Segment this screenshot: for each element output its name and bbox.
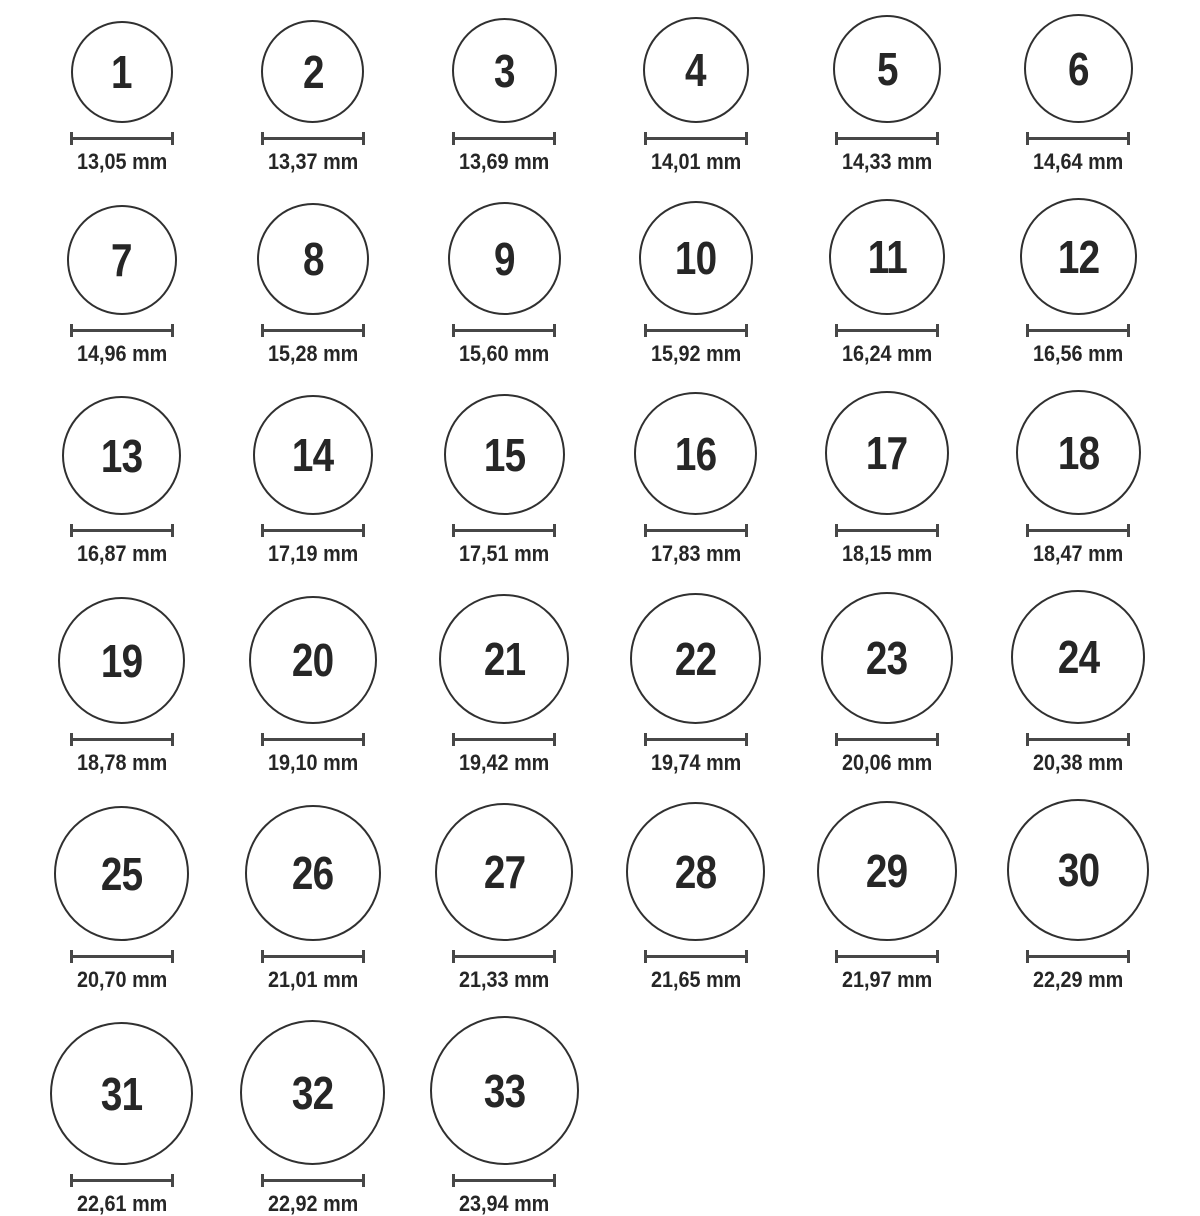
diameter-measure-line: [1026, 524, 1130, 537]
diameter-label: 22,29 mm: [1033, 967, 1124, 992]
ring-circle: [444, 394, 565, 515]
ring-size-item: [70, 21, 174, 174]
diameter-measure-line: [70, 1174, 174, 1187]
diameter-measure-line: [452, 950, 556, 963]
diameter-measure-line: [70, 324, 174, 337]
ring-circle: [435, 803, 573, 941]
ring-size-item: [1020, 198, 1137, 366]
ring-circle: [62, 396, 181, 515]
ring-size-item: [829, 199, 945, 366]
ring-size-item: [54, 806, 189, 992]
diameter-measure-line: [261, 733, 365, 746]
ring-size-item: [1007, 799, 1149, 992]
diameter-label: 18,15 mm: [841, 541, 933, 566]
diameter-measure-line: [835, 324, 939, 337]
diameter-measure-line: [261, 524, 365, 537]
ring-circle: [452, 18, 557, 123]
ring-size-item: [240, 1020, 385, 1216]
ring-size-item: [630, 593, 761, 775]
ring-size-number: 28: [674, 845, 717, 898]
ring-size-item: [50, 1022, 193, 1216]
ring-size-item: [245, 805, 381, 992]
diameter-measure-line: [1026, 132, 1130, 145]
diameter-label: 19,10 mm: [267, 750, 359, 775]
diameter-label: 16,87 mm: [76, 541, 167, 566]
measure-bar: [1029, 529, 1127, 532]
diameter-measure-line: [1026, 733, 1130, 746]
measure-bar: [647, 529, 745, 532]
measure-bar: [73, 137, 171, 140]
ring-size-number: 16: [674, 427, 717, 480]
ring-size-number: 29: [866, 845, 908, 897]
ring-size-number: 30: [1057, 844, 1099, 896]
diameter-measure-line: [70, 950, 174, 963]
diameter-label: 14,64 mm: [1033, 149, 1124, 174]
ring-circle: [439, 594, 569, 724]
diameter-label: 16,56 mm: [1033, 341, 1124, 366]
ring-circle: [1007, 799, 1149, 941]
ring-size-item: [249, 596, 377, 775]
ring-size-item: [448, 202, 561, 366]
ring-size-item: [430, 1016, 579, 1216]
diameter-measure-line: [70, 733, 174, 746]
measure-bar: [264, 137, 362, 140]
measure-bar: [1029, 955, 1127, 958]
measure-bar: [838, 137, 936, 140]
ring-circle: [54, 806, 189, 941]
ring-size-number: 13: [100, 429, 143, 482]
diameter-label: 19,42 mm: [459, 750, 550, 775]
ring-circle: [58, 597, 185, 724]
ring-size-number: 1: [111, 46, 132, 98]
ring-size-item: [825, 391, 949, 566]
measure-bar: [264, 529, 362, 532]
measure-bar: [647, 955, 745, 958]
ring-circle: [1020, 198, 1137, 315]
ring-size-item: [444, 394, 565, 566]
diameter-label: 15,60 mm: [459, 341, 550, 366]
ring-circle: [639, 201, 753, 315]
diameter-measure-line: [835, 733, 939, 746]
diameter-measure-line: [644, 733, 748, 746]
ring-size-item: [435, 803, 573, 992]
measure-bar: [73, 955, 171, 958]
ring-size-item: [1016, 390, 1141, 566]
diameter-label: 22,92 mm: [267, 1191, 359, 1216]
diameter-label: 20,70 mm: [76, 967, 167, 992]
diameter-label: 21,01 mm: [267, 967, 359, 992]
measure-bar: [264, 955, 362, 958]
ring-size-item: [1024, 14, 1133, 174]
ring-size-number: 8: [302, 233, 324, 285]
ring-circle: [643, 17, 749, 123]
ring-size-number: 5: [876, 43, 898, 95]
diameter-label: 14,33 mm: [841, 149, 933, 174]
diameter-label: 21,65 mm: [650, 967, 741, 992]
ring-size-number: 20: [292, 634, 334, 686]
ring-size-item: [253, 395, 373, 566]
ring-size-number: 22: [674, 632, 717, 685]
measure-bar: [264, 738, 362, 741]
ring-circle: [430, 1016, 579, 1165]
ring-circle: [821, 592, 953, 724]
ring-size-number: 10: [674, 232, 717, 284]
ring-size-number: 9: [493, 232, 515, 285]
ring-size-item: [58, 597, 185, 775]
diameter-label: 17,19 mm: [267, 541, 359, 566]
diameter-label: 21,33 mm: [459, 967, 550, 992]
ring-size-number: 26: [292, 847, 334, 899]
ring-size-number: 15: [483, 428, 525, 481]
ring-circle: [245, 805, 381, 941]
diameter-label: 20,06 mm: [841, 750, 933, 775]
ring-circle: [240, 1020, 385, 1165]
ring-circle: [257, 203, 369, 315]
ring-circle: [253, 395, 373, 515]
ring-size-number: 19: [100, 634, 143, 687]
measure-bar: [838, 955, 936, 958]
measure-bar: [73, 738, 171, 741]
ring-circle: [626, 802, 765, 941]
measure-bar: [838, 529, 936, 532]
diameter-measure-line: [835, 524, 939, 537]
ring-size-number: 25: [100, 847, 143, 900]
ring-size-item: [833, 15, 941, 174]
diameter-label: 22,61 mm: [76, 1191, 167, 1216]
diameter-measure-line: [261, 324, 365, 337]
ring-size-number: 4: [685, 44, 706, 96]
measure-bar: [455, 529, 553, 532]
measure-bar: [1029, 137, 1127, 140]
ring-size-item: [821, 592, 953, 775]
ring-size-number: 6: [1067, 42, 1089, 95]
diameter-measure-line: [452, 132, 556, 145]
ring-circle: [825, 391, 949, 515]
diameter-label: 20,38 mm: [1033, 750, 1124, 775]
ring-size-number: 18: [1057, 426, 1099, 479]
measure-bar: [455, 1179, 553, 1182]
diameter-label: 21,97 mm: [841, 967, 933, 992]
measure-bar: [455, 137, 553, 140]
measure-bar: [647, 137, 745, 140]
diameter-measure-line: [452, 733, 556, 746]
diameter-measure-line: [835, 132, 939, 145]
ring-size-item: [261, 20, 365, 174]
diameter-label: 23,94 mm: [459, 1191, 550, 1216]
measure-bar: [838, 738, 936, 741]
ring-size-item: [439, 594, 569, 775]
ring-size-number: 21: [483, 633, 525, 685]
diameter-measure-line: [644, 524, 748, 537]
ring-circle: [634, 392, 757, 515]
ring-circle: [1011, 590, 1145, 724]
diameter-label: 13,69 mm: [459, 149, 550, 174]
diameter-measure-line: [70, 524, 174, 537]
diameter-measure-line: [261, 950, 365, 963]
diameter-label: 17,83 mm: [650, 541, 741, 566]
diameter-label: 13,05 mm: [76, 149, 167, 174]
diameter-measure-line: [261, 1174, 365, 1187]
ring-circle: [71, 21, 173, 123]
measure-bar: [455, 738, 553, 741]
ring-size-number: 2: [302, 45, 324, 98]
ring-circle: [249, 596, 377, 724]
measure-bar: [455, 329, 553, 332]
ring-size-number: 14: [292, 429, 334, 481]
diameter-measure-line: [644, 132, 748, 145]
measure-bar: [647, 738, 745, 741]
ring-size-item: [257, 203, 369, 366]
ring-circle: [630, 593, 761, 724]
ring-size-item: [643, 17, 749, 174]
ring-size-number: 17: [866, 427, 908, 479]
ring-circle: [50, 1022, 193, 1165]
ring-size-number: 31: [100, 1067, 143, 1120]
diameter-measure-line: [452, 1174, 556, 1187]
diameter-measure-line: [644, 324, 748, 337]
ring-size-number: 11: [867, 231, 907, 283]
ring-size-number: 12: [1057, 230, 1099, 283]
diameter-measure-line: [835, 950, 939, 963]
ring-size-item: [62, 396, 181, 566]
diameter-measure-line: [452, 324, 556, 337]
diameter-label: 18,78 mm: [76, 750, 167, 775]
ring-size-number: 23: [866, 632, 908, 684]
ring-circle: [833, 15, 941, 123]
ring-size-number: 32: [292, 1066, 334, 1119]
diameter-label: 16,24 mm: [841, 341, 933, 366]
ring-size-number: 3: [493, 44, 515, 97]
ring-size-item: [634, 392, 757, 566]
diameter-measure-line: [1026, 324, 1130, 337]
measure-bar: [1029, 329, 1127, 332]
ring-circle: [67, 205, 177, 315]
diameter-measure-line: [1026, 950, 1130, 963]
ring-size-number: 33: [483, 1064, 525, 1117]
ring-size-item: [817, 801, 957, 992]
ring-size-number: 27: [483, 846, 525, 898]
measure-bar: [73, 529, 171, 532]
measure-bar: [73, 329, 171, 332]
diameter-label: 18,47 mm: [1033, 541, 1124, 566]
diameter-label: 14,01 mm: [650, 149, 741, 174]
diameter-label: 15,28 mm: [267, 341, 359, 366]
ring-size-item: [452, 18, 557, 174]
measure-bar: [1029, 738, 1127, 741]
ring-circle: [817, 801, 957, 941]
diameter-label: 13,37 mm: [267, 149, 359, 174]
diameter-label: 15,92 mm: [650, 341, 741, 366]
diameter-label: 17,51 mm: [459, 541, 550, 566]
diameter-label: 19,74 mm: [650, 750, 741, 775]
diameter-measure-line: [452, 524, 556, 537]
diameter-measure-line: [70, 132, 174, 145]
measure-bar: [73, 1179, 171, 1182]
diameter-label: 14,96 mm: [76, 341, 167, 366]
ring-size-item: [1011, 590, 1145, 775]
measure-bar: [455, 955, 553, 958]
ring-size-item: [639, 201, 753, 366]
measure-bar: [264, 1179, 362, 1182]
diameter-measure-line: [644, 950, 748, 963]
ring-size-item: [67, 205, 177, 366]
ring-circle: [448, 202, 561, 315]
ring-circle: [261, 20, 364, 123]
diameter-measure-line: [261, 132, 365, 145]
ring-size-item: [626, 802, 765, 992]
measure-bar: [647, 329, 745, 332]
ring-size-number: 7: [111, 234, 132, 286]
measure-bar: [838, 329, 936, 332]
ring-circle: [829, 199, 945, 315]
ring-size-number: 24: [1057, 631, 1099, 683]
ring-circle: [1024, 14, 1133, 123]
measure-bar: [264, 329, 362, 332]
ring-circle: [1016, 390, 1141, 515]
